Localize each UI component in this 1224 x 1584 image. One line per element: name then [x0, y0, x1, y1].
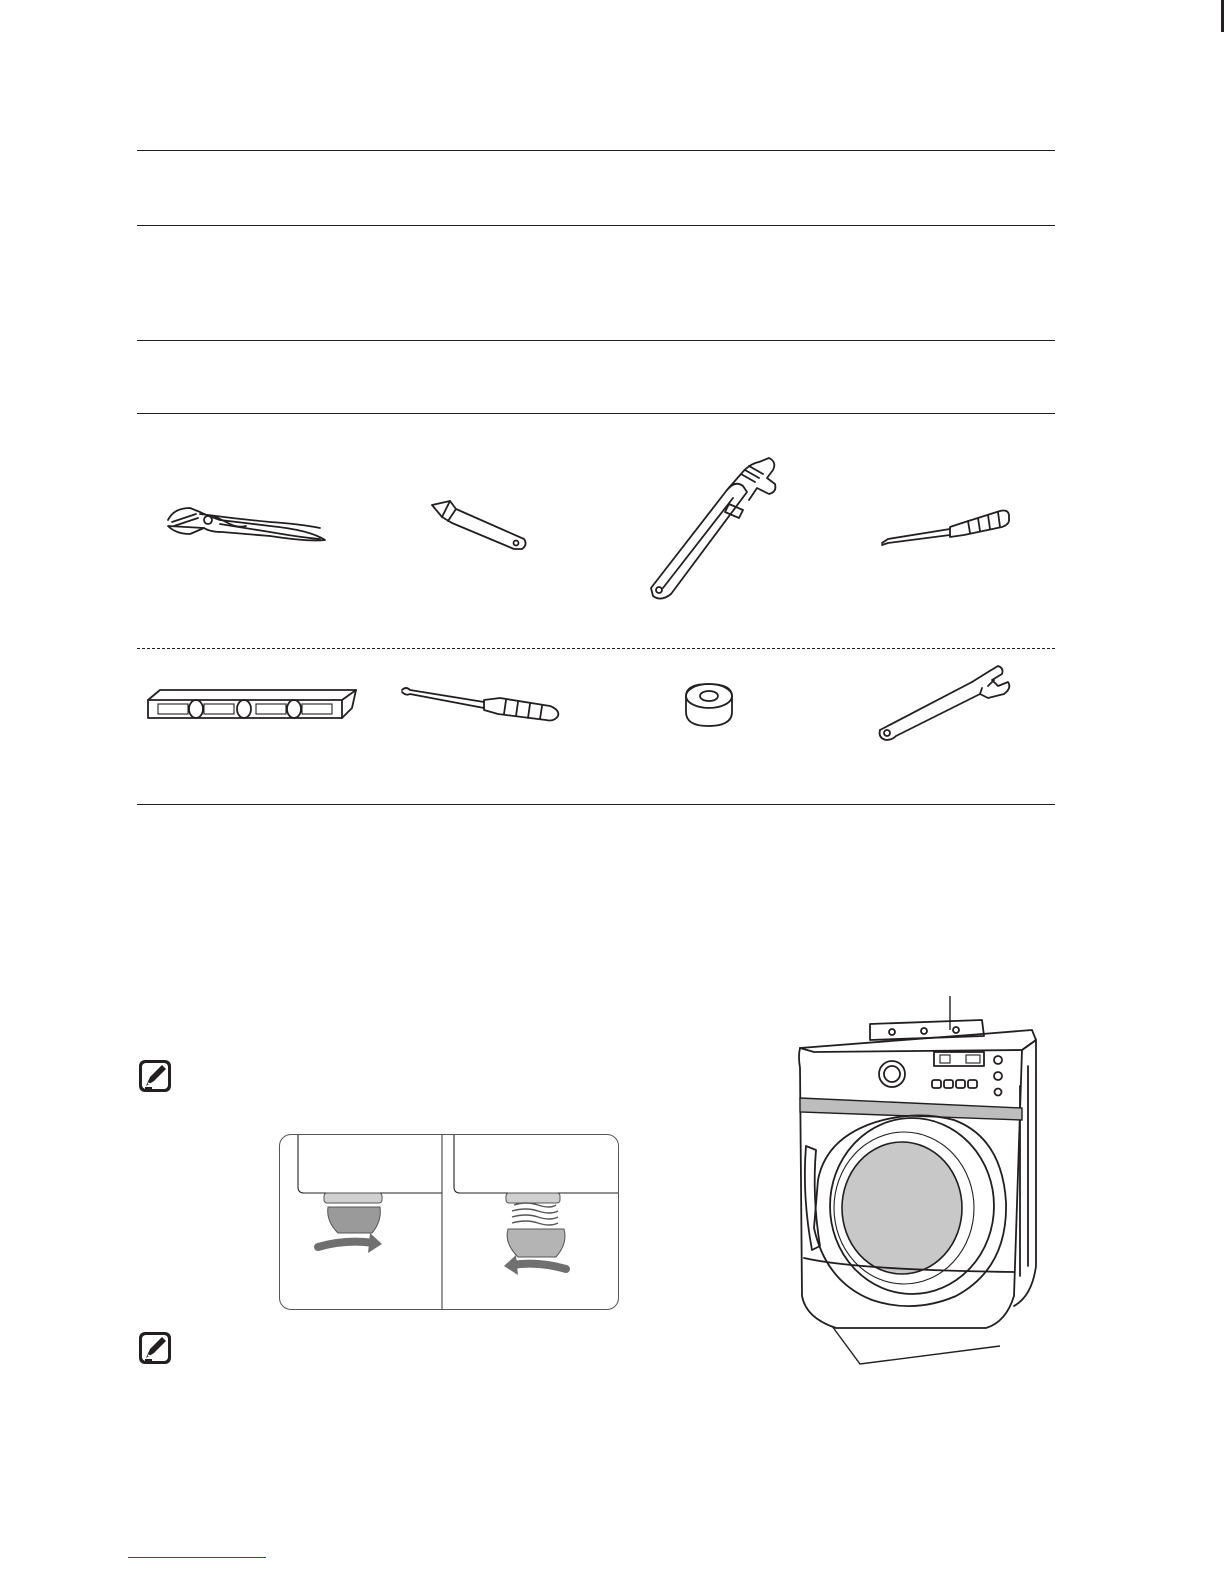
utility-knife-icon: [428, 495, 528, 555]
section-rule: [137, 413, 1055, 414]
section-rule: [137, 150, 1055, 151]
section-rule: [137, 804, 1055, 805]
tape-roll-icon: [678, 680, 740, 730]
note-icon: [138, 1059, 172, 1093]
footer-link-underline[interactable]: [128, 1557, 266, 1558]
adjustable-wrench-icon: [876, 664, 1014, 744]
leveling-feet-illustration: [279, 1134, 619, 1310]
pipe-wrench-icon: [645, 456, 780, 601]
small-screwdriver-icon: [878, 505, 1010, 550]
washer-illustration: [796, 996, 1040, 1368]
pliers-icon: [160, 490, 330, 550]
flat-screwdriver-icon: [400, 682, 562, 724]
section-rule: [137, 340, 1055, 341]
tools-divider-dashed: [137, 648, 1055, 649]
note-icon: [138, 1331, 172, 1365]
section-rule: [137, 225, 1055, 226]
level-icon: [146, 686, 358, 722]
